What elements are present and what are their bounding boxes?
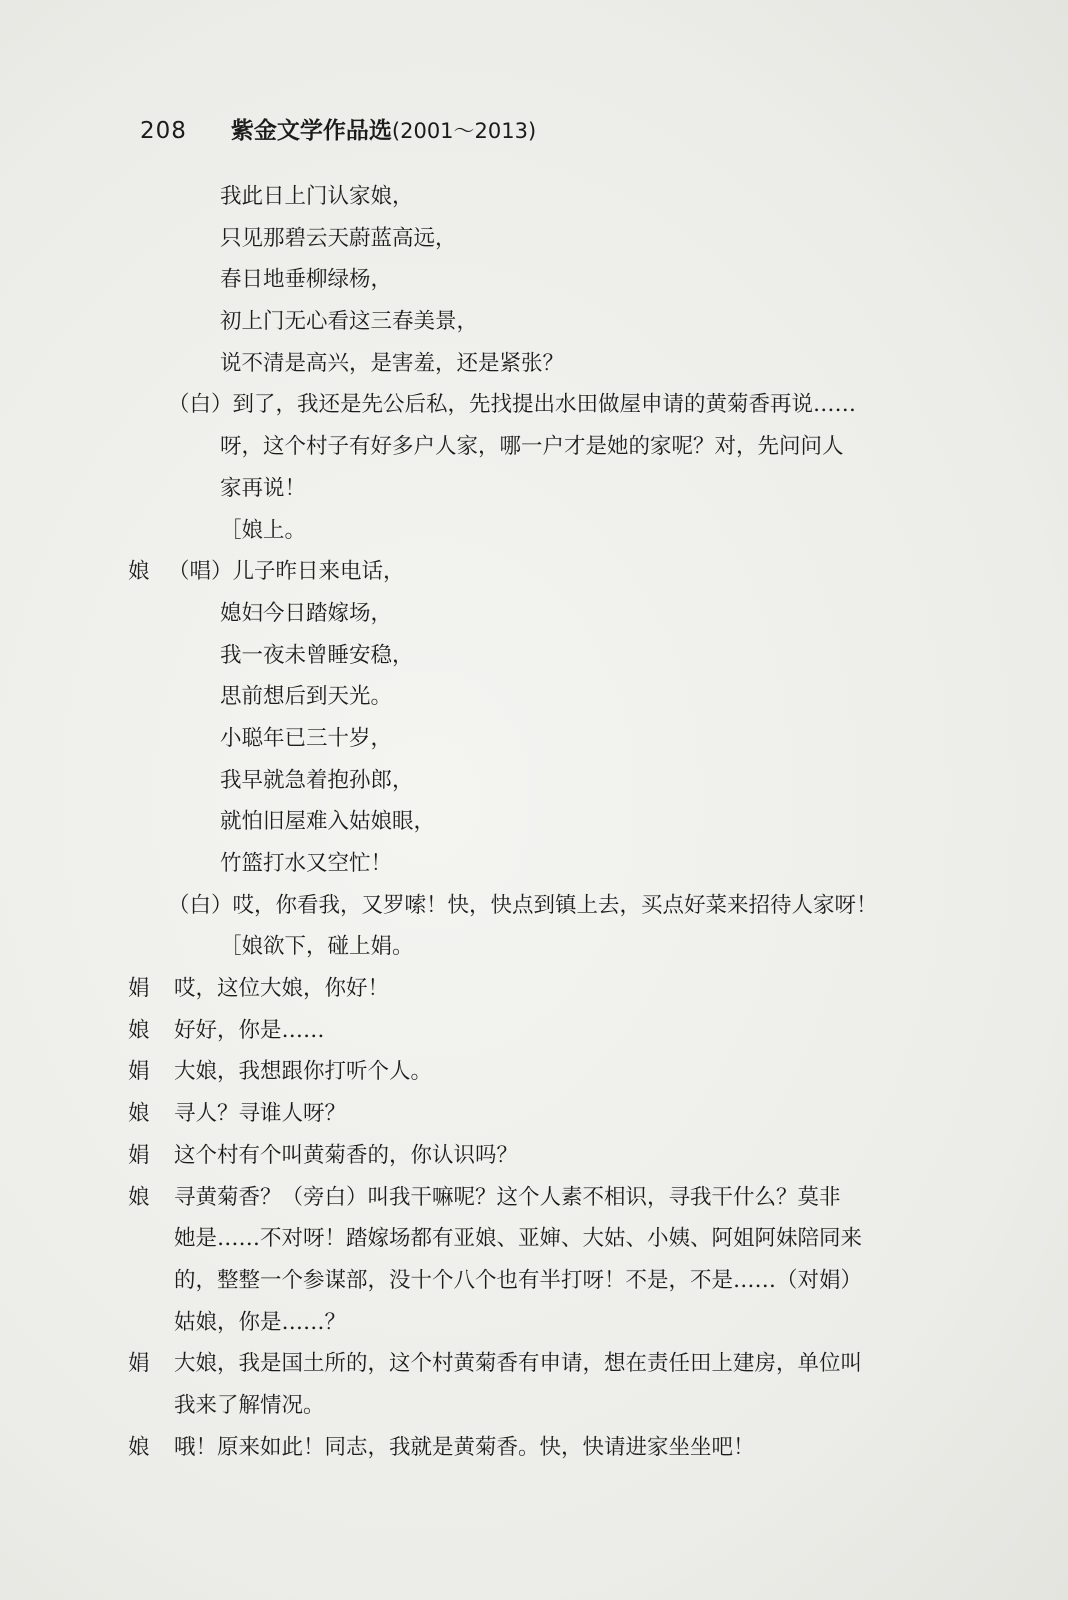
line-text: 我此日上门认家娘， [220, 184, 414, 209]
script-line [0, 176, 1068, 218]
script-line [0, 885, 1068, 927]
line-text: 哦！原来如此！同志，我就是黄菊香。快，快请进家坐坐吧！ [174, 1434, 755, 1460]
running-header [140, 112, 536, 145]
script-line [0, 1093, 1068, 1135]
script-line [0, 1218, 1068, 1260]
line-text: 姑娘，你是……？ [174, 1309, 347, 1335]
line-text: 媳妇今日踏嫁场， [220, 600, 393, 626]
script-line [0, 426, 1068, 468]
speaker-name: 娘 [128, 1184, 150, 1210]
script-line [0, 510, 1068, 552]
line-text: 我一夜未曾睡安稳， [220, 642, 414, 668]
line-text: 好好，你是…… [174, 1017, 325, 1043]
script-line [0, 968, 1068, 1010]
line-text: 说不清是高兴，是害羞，还是紧张？ [220, 350, 565, 376]
script-line [0, 468, 1068, 510]
script-line [0, 1177, 1068, 1219]
script-line [0, 801, 1068, 843]
year-range: (2001～2013) [391, 119, 537, 143]
book-title-text: 紫金文学作品选 [230, 118, 392, 144]
script-line [0, 1135, 1068, 1177]
script-line [0, 1051, 1068, 1093]
script-line [0, 1427, 1068, 1469]
line-text: 这个村有个叫黄菊香的，你认识吗？ [174, 1142, 519, 1168]
page-number: 208 [140, 118, 187, 144]
script-body [0, 176, 1068, 1468]
speaker-name: 娟 [128, 1059, 150, 1085]
line-text: （白）到了，我还是先公后私，先找提出水田做屋申请的黄菊香再说…… [168, 392, 857, 418]
script-line [0, 676, 1068, 718]
script-line [0, 843, 1068, 885]
line-text: 我早就急着抱孙郎， [220, 767, 414, 793]
line-text: 她是……不对呀！踏嫁场都有亚娘、亚婶、大姑、小姨、阿姐阿妹陪同来 [174, 1226, 863, 1252]
line-text: 就怕旧屋难入姑娘眼， [220, 809, 436, 835]
script-line [0, 593, 1068, 635]
line-text: 大娘，我想跟你打听个人。 [174, 1059, 433, 1085]
script-line [0, 551, 1068, 593]
speaker-name: 娘 [128, 1101, 150, 1127]
script-line [0, 1260, 1068, 1302]
line-text: （白）哎，你看我，又罗嗦！快，快点到镇上去，买点好菜来招待人家呀！ [168, 892, 878, 918]
speaker-name: 娟 [128, 976, 150, 1002]
speaker-name: 娟 [128, 1142, 150, 1168]
book-title [231, 112, 536, 145]
line-text: 小聪年已三十岁， [220, 725, 393, 751]
script-line [0, 926, 1068, 968]
script-line [0, 1343, 1068, 1385]
line-text: 初上门无心看这三春美景， [220, 309, 479, 335]
line-text: 寻黄菊香？（旁白）叫我干嘛呢？这个人素不相识，寻我干什么？莫非 [174, 1184, 841, 1210]
script-line [0, 1010, 1068, 1052]
line-text: 呀，这个村子有好多户人家，哪一户才是她的家呢？对，先问问人 [220, 434, 844, 460]
speaker-name: 娘 [128, 1434, 150, 1460]
script-line [0, 760, 1068, 802]
speaker-name: 娘 [128, 1017, 150, 1043]
script-line [0, 384, 1068, 426]
script-line [0, 1302, 1068, 1344]
line-text: 家再说！ [220, 475, 307, 501]
line-text: 寻人？寻谁人呀？ [174, 1101, 347, 1127]
speaker-name: 娘 [128, 559, 150, 585]
line-text: 大娘，我是国土所的，这个村黄菊香有申请，想在责任田上建房，单位叫 [174, 1351, 863, 1377]
script-line [0, 301, 1068, 343]
script-line [0, 343, 1068, 385]
line-text: 春日地垂柳绿杨， [220, 267, 393, 293]
line-text: 哎，这位大娘，你好！ [174, 976, 390, 1002]
script-line [0, 259, 1068, 301]
line-text: 只见那碧云天蔚蓝高远， [220, 225, 457, 251]
line-text: 的，整整一个参谋部，没十个八个也有半打呀！不是，不是……（对娟） [174, 1267, 863, 1293]
script-line [0, 1385, 1068, 1427]
script-line [0, 718, 1068, 760]
line-text: 我来了解情况。 [174, 1392, 325, 1418]
line-text: ［娘上。 [220, 517, 307, 543]
line-text: （唱）儿子昨日来电话， [168, 559, 405, 585]
script-line [0, 218, 1068, 260]
line-text: 竹篮打水又空忙！ [220, 851, 393, 876]
line-text: ［娘欲下，碰上娟。 [220, 934, 414, 960]
speaker-name: 娟 [128, 1351, 150, 1377]
script-line [0, 635, 1068, 677]
line-text: 思前想后到天光。 [220, 684, 393, 710]
